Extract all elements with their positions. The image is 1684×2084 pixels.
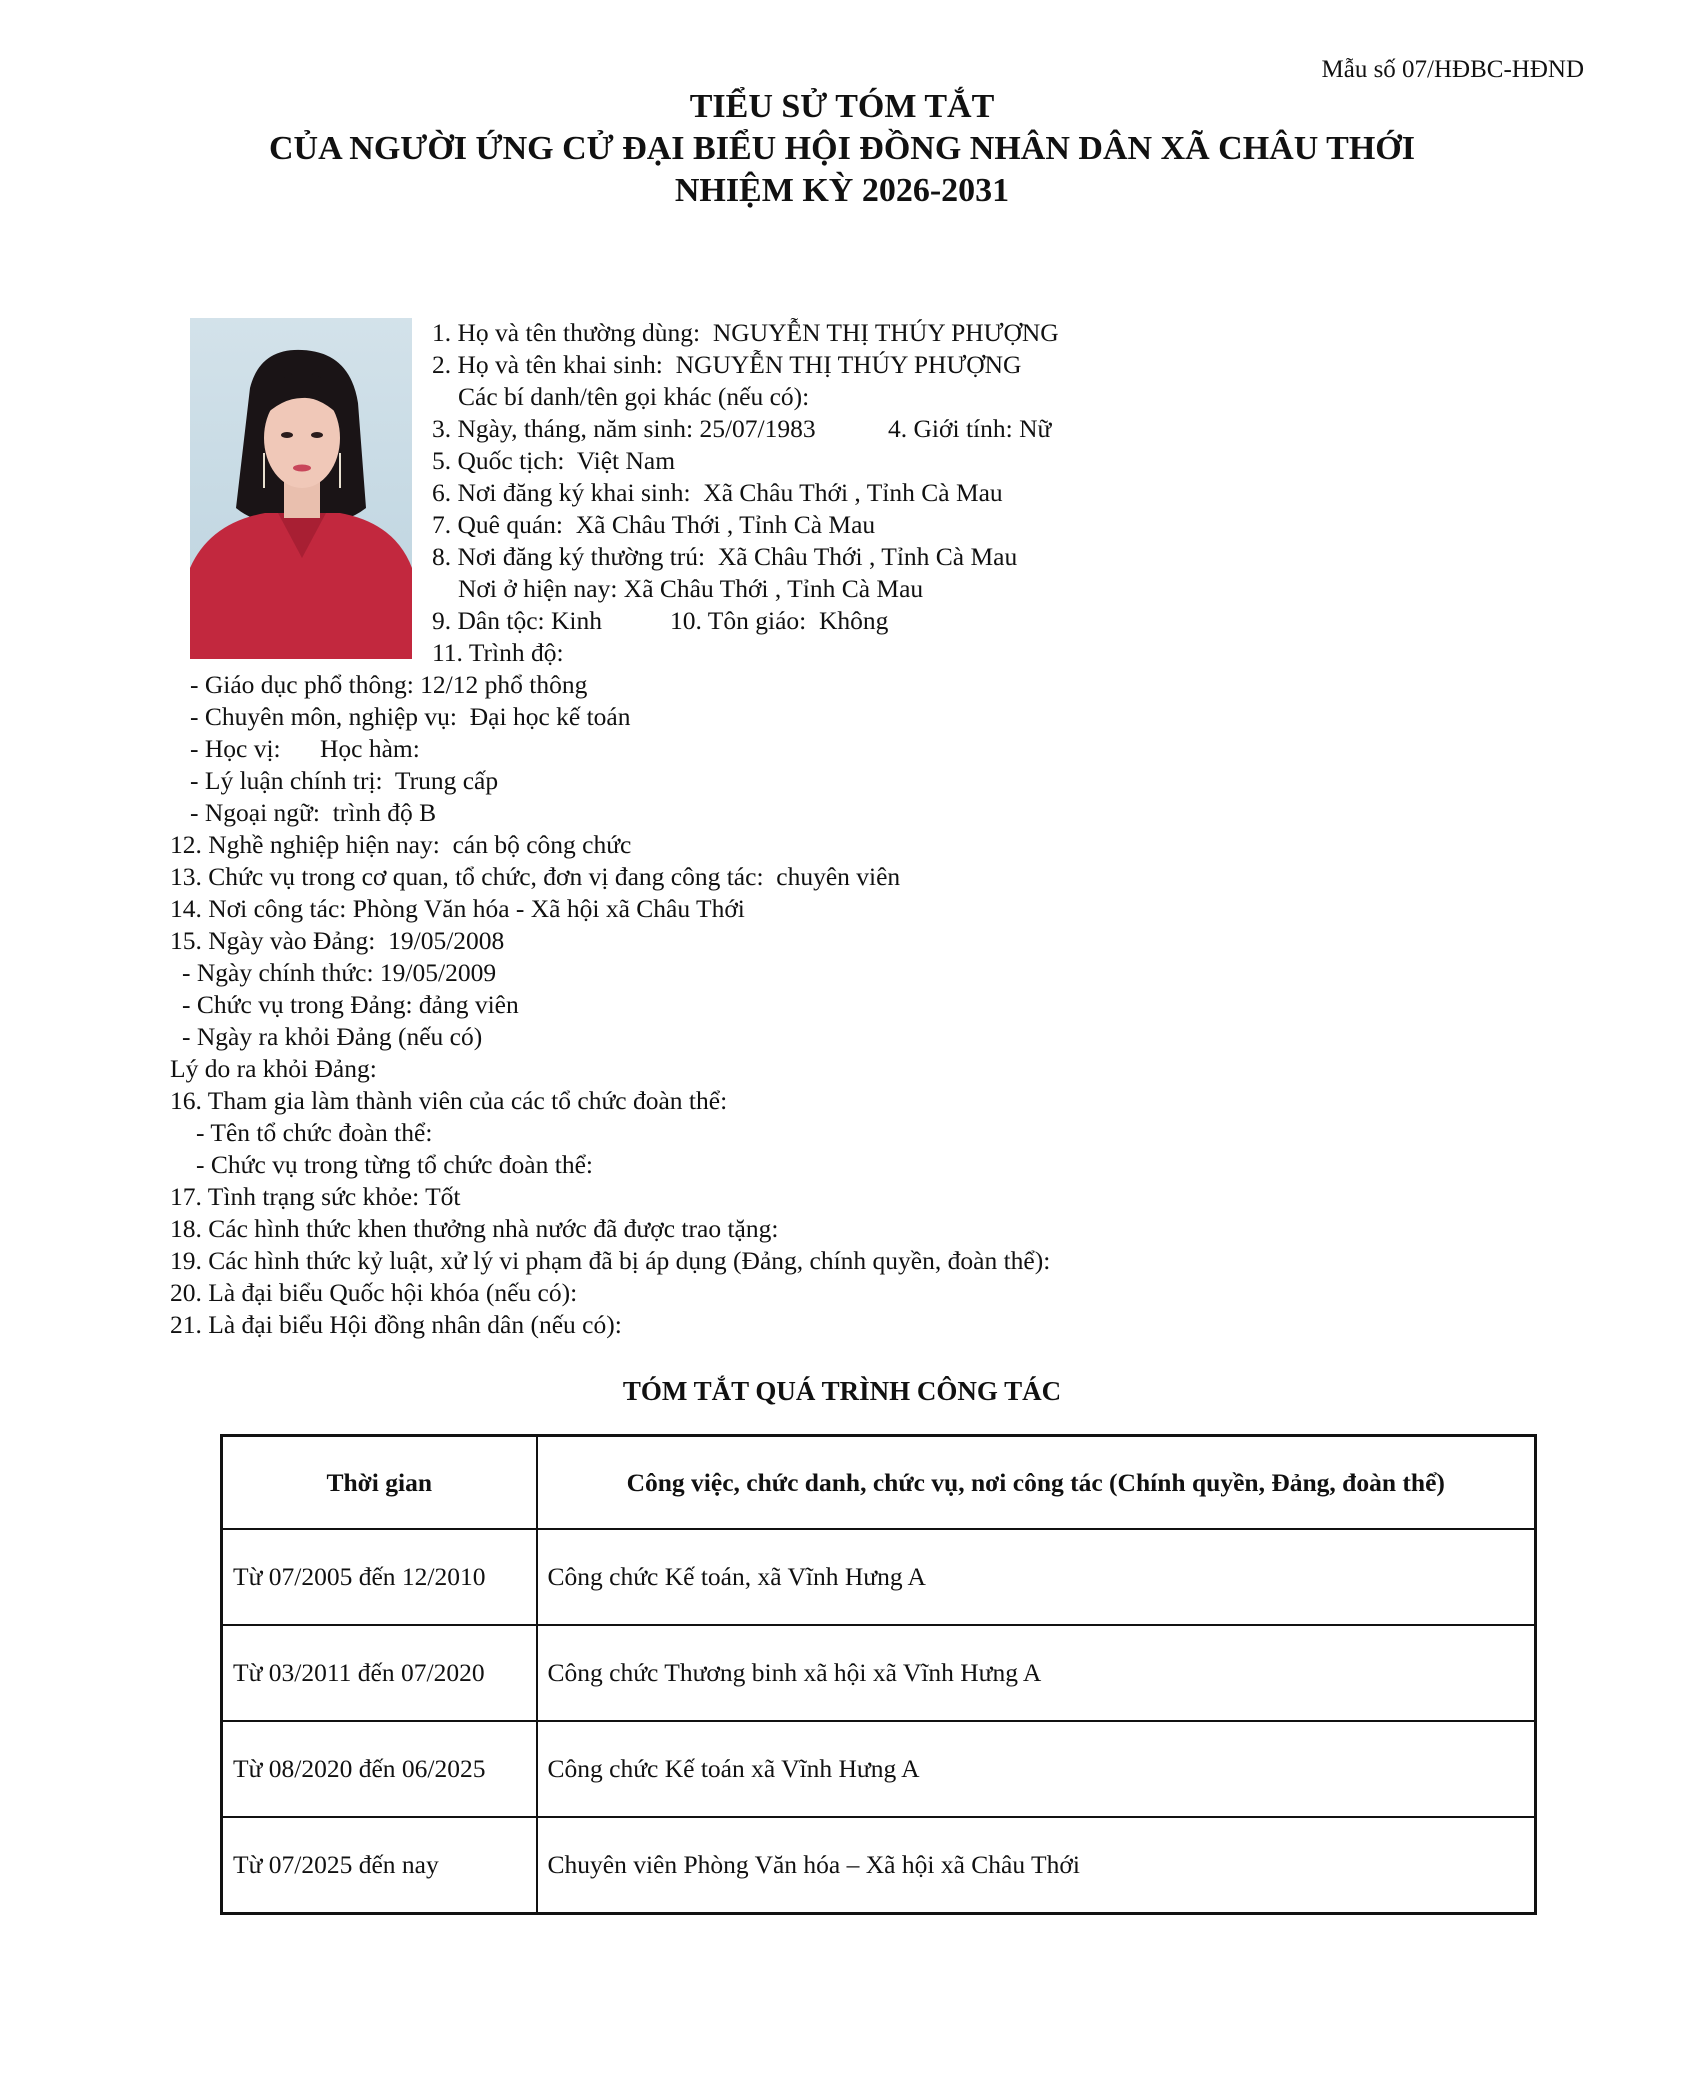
field-hometown: 7. Quê quán: Xã Châu Thới , Tỉnh Cà Mau	[432, 510, 876, 539]
row-description: Chuyên viên Phòng Văn hóa – Xã hội xã Châu Thới	[537, 1817, 1536, 1914]
field-health: 17. Tình trạng sức khỏe: Tốt	[170, 1182, 461, 1211]
header-description: Công việc, chức danh, chức vụ, nơi công tác (Chính quyền, Đảng, đoàn thể)	[537, 1436, 1536, 1530]
field-qualifications: 11. Trình độ:	[432, 638, 564, 667]
field-organization-position: - Chức vụ trong từng tổ chức đoàn thể:	[196, 1150, 593, 1179]
field-party-leave-date: - Ngày ra khỏi Đảng (nếu có)	[182, 1022, 483, 1051]
row-description: Công chức Kế toán xã Vĩnh Hưng A	[537, 1721, 1536, 1817]
table-row	[222, 1817, 1536, 1914]
title-line-2: CỦA NGƯỜI ỨNG CỬ ĐẠI BIỂU HỘI ĐỒNG NHÂN DÂN XÃ CHÂU THỚI	[269, 130, 1415, 167]
row-time: Từ 07/2025 đến nay	[222, 1817, 537, 1914]
field-gender: 4. Giới tính: Nữ	[888, 414, 1052, 443]
field-general-education: - Giáo dục phổ thông: 12/12 phổ thông	[190, 670, 588, 699]
field-aliases: Các bí danh/tên gọi khác (nếu có):	[458, 382, 810, 411]
field-current-residence: Nơi ở hiện nay: Xã Châu Thới , Tỉnh Cà Mau	[458, 574, 924, 603]
field-academic-title: Học hàm:	[320, 734, 420, 763]
field-awards: 18. Các hình thức khen thưởng nhà nước đã được trao tặng:	[170, 1214, 779, 1243]
field-common-name: 1. Họ và tên thường dùng: NGUYỄN THỊ THÚY PHƯỢNG	[432, 318, 1059, 347]
field-ethnicity: 9. Dân tộc: Kinh	[432, 606, 602, 635]
title-line-1: TIỂU SỬ TÓM TẮT	[689, 88, 995, 125]
field-party-position: - Chức vụ trong Đảng: đảng viên	[182, 990, 519, 1019]
field-organizations: 16. Tham gia làm thành viên của các tổ chức đoàn thể:	[170, 1086, 728, 1115]
field-birth-registration: 6. Nơi đăng ký khai sinh: Xã Châu Thới , Tỉnh Cà Mau	[432, 478, 1003, 507]
work-history-title: TÓM TẮT QUÁ TRÌNH CÔNG TÁC	[622, 1376, 1062, 1406]
table-row	[222, 1529, 1536, 1625]
field-specialty: - Chuyên môn, nghiệp vụ: Đại học kế toán	[190, 702, 631, 731]
field-discipline: 19. Các hình thức kỷ luật, xử lý vi phạm đã bị áp dụng (Đảng, chính quyền, đoàn thể):	[170, 1246, 1051, 1275]
field-foreign-language: - Ngoại ngữ: trình độ B	[190, 798, 437, 827]
field-national-assembly: 20. Là đại biểu Quốc hội khóa (nếu có):	[170, 1278, 578, 1307]
row-time: Từ 08/2020 đến 06/2025	[222, 1721, 537, 1817]
table-header-row	[222, 1436, 1536, 1530]
row-time: Từ 03/2011 đến 07/2020	[222, 1625, 537, 1721]
field-religion: 10. Tôn giáo: Không	[670, 606, 889, 635]
header-time: Thời gian	[222, 1436, 537, 1530]
row-time: Từ 07/2005 đến 12/2010	[222, 1529, 537, 1625]
work-history-table	[220, 1434, 1537, 1915]
field-party-official-date: - Ngày chính thức: 19/05/2009	[182, 958, 497, 987]
field-workplace: 14. Nơi công tác: Phòng Văn hóa - Xã hội xã Châu Thới	[170, 894, 745, 923]
title-line-3: NHIỆM KỲ 2026-2031	[674, 172, 1010, 209]
field-degree: - Học vị:	[190, 734, 281, 763]
form-code: Mẫu số 07/HĐBC-HĐND	[1321, 56, 1584, 83]
field-organization-name: - Tên tổ chức đoàn thể:	[196, 1118, 433, 1147]
field-permanent-residence: 8. Nơi đăng ký thường trú: Xã Châu Thới , Tỉnh Cà Mau	[432, 542, 1018, 571]
row-description: Công chức Thương binh xã hội xã Vĩnh Hưng A	[537, 1625, 1536, 1721]
field-occupation: 12. Nghề nghiệp hiện nay: cán bộ công chức	[170, 830, 632, 859]
document-title	[0, 86, 1684, 212]
field-political-theory: - Lý luận chính trị: Trung cấp	[190, 766, 499, 795]
field-peoples-council: 21. Là đại biểu Hội đồng nhân dân (nếu có):	[170, 1310, 622, 1339]
field-birth-name: 2. Họ và tên khai sinh: NGUYỄN THỊ THÚY PHƯỢNG	[432, 350, 1022, 379]
field-position: 13. Chức vụ trong cơ quan, tổ chức, đơn vị đang công tác: chuyên viên	[170, 862, 901, 891]
field-date-of-birth: 3. Ngày, tháng, năm sinh: 25/07/1983	[432, 414, 816, 443]
portrait-photo	[190, 318, 412, 659]
table-row	[222, 1625, 1536, 1721]
field-party-join-date: 15. Ngày vào Đảng: 19/05/2008	[170, 926, 505, 955]
field-nationality: 5. Quốc tịch: Việt Nam	[432, 446, 676, 475]
field-party-leave-reason: Lý do ra khỏi Đảng:	[170, 1054, 377, 1083]
table-row	[222, 1721, 1536, 1817]
row-description: Công chức Kế toán, xã Vĩnh Hưng A	[537, 1529, 1536, 1625]
